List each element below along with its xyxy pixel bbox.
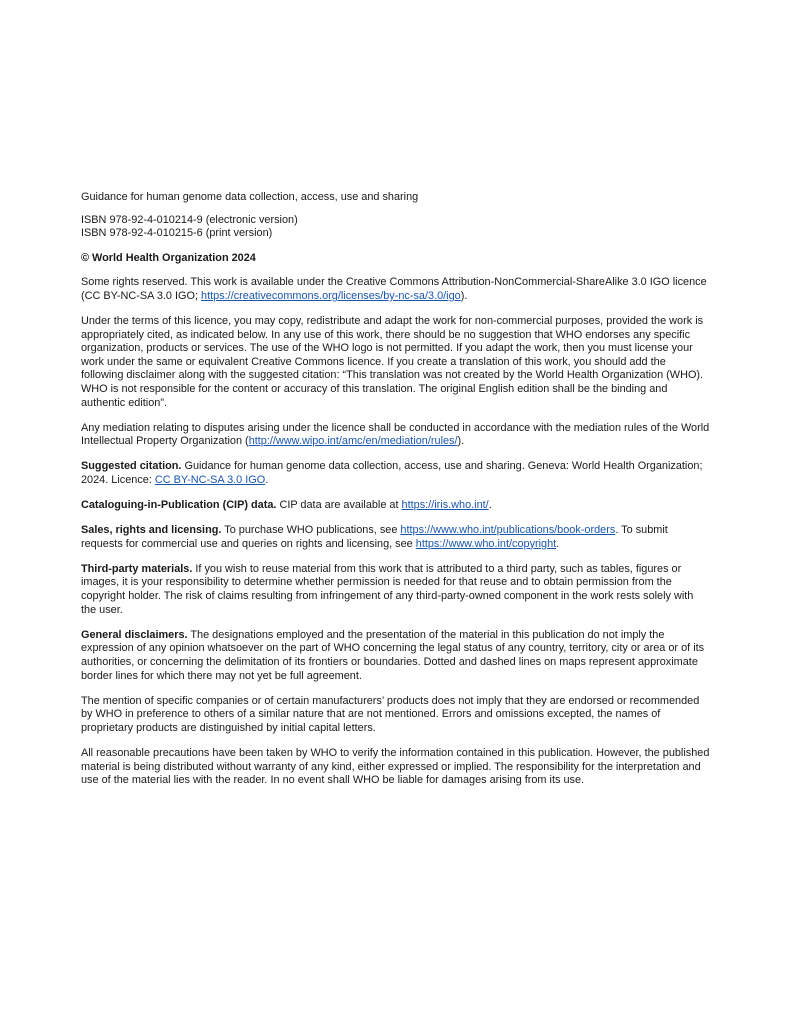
citation-lead: Suggested citation. xyxy=(81,460,182,473)
isbn-block xyxy=(81,214,711,241)
mediation-text: Any mediation relating to disputes arising under the licence shall be conducted in accordance with the mediation rules of the World Intellectual Property Organization ( xyxy=(81,421,710,448)
sales-lead: Sales, rights and licensing. xyxy=(81,524,222,537)
document-title: Guidance for human genome data collection, access, use and sharing xyxy=(81,191,419,203)
isbn-electronic: ISBN 978-92-4-010214-9 (electronic version) xyxy=(81,213,298,226)
sales-end: . xyxy=(556,537,560,550)
sales-paragraph xyxy=(81,524,711,551)
third-party-paragraph xyxy=(81,563,711,617)
mediation-end: ). xyxy=(457,435,465,448)
cip-paragraph xyxy=(81,499,711,513)
citation-paragraph xyxy=(81,460,711,487)
precautions-paragraph: All reasonable precautions have been taken by WHO to verify the information contained in this publication. However, the published material is being distributed without warranty of any kind, either expressed or implied. The responsibility for the interpretation and use of the material lies with the reader. In no event shall WHO be liable for damages arising from its use. xyxy=(81,746,710,787)
sales-text: To purchase WHO publications, see xyxy=(221,524,401,537)
cip-text: CIP data are available at xyxy=(276,499,402,512)
third-party-lead: Third-party materials. xyxy=(81,562,193,575)
iris-link[interactable]: https://iris.who.int/ xyxy=(401,499,489,512)
copyright-link[interactable]: https://www.who.int/copyright xyxy=(415,537,557,550)
isbn-print: ISBN 978-92-4-010215-6 (print version) xyxy=(81,227,273,240)
licence-link[interactable]: CC BY-NC-SA 3.0 IGO xyxy=(154,474,266,486)
rights-paragraph xyxy=(81,276,711,303)
licence-terms-paragraph: Under the terms of this licence, you may copy, redistribute and adapt the work for non-commercial purposes, provided the work is appropriately cited, as indicated below. In any use of this work, there should be no suggestion that WHO endorses any specific organization, products or services. The use of the WHO logo is not permitted. If you adapt the work, then you must license your work under the same or equivalent Creative Commons licence. If you create a translation of this work, you should add the following disclaimer along with the suggested citation: “This translation was not created by the World Health Organization (WHO). WHO is not responsible for the content or accuracy of this translation. The original English edition shall be the binding and authentic edition”. xyxy=(81,315,704,409)
disclaimers-text: The designations employed and the presentation of the material in this publication do not imply the expression of any opinion whatsoever on the part of WHO concerning the legal status of any country, territory, city or area or of its authorities, or concerning the delimitation of its frontiers or boundaries. Dotted and dashed lines on maps represent approximate border lines for which there may not yet be full agreement. xyxy=(81,628,705,682)
cip-lead: Cataloguing-in-Publication (CIP) data. xyxy=(81,499,277,512)
third-party-text: If you wish to reuse material from this work that is attributed to a third party, such as tables, figures or images, it is your responsibility to determine whether permission is needed for that reuse and to obtain permission from the copyright holder. The risk of claims resulting from infringement of any third-party-owned component in the work rests solely with the user. xyxy=(81,562,694,616)
citation-text: Guidance for human genome data collection, access, use and sharing. Geneva: World Health Organization; 2024. Licence: xyxy=(81,460,703,486)
mediation-paragraph xyxy=(81,422,711,449)
book-orders-link[interactable]: https://www.who.int/publications/book-orders xyxy=(400,524,616,537)
rights-end: ). xyxy=(460,289,468,302)
copyright-page xyxy=(81,191,711,799)
disclaimers-paragraph xyxy=(81,629,711,683)
cip-end: . xyxy=(488,499,492,512)
companies-paragraph: The mention of specific companies or of certain manufacturers’ products does not imply that they are endorsed or recommended by WHO in preference to others of a similar nature that are not mentioned. Errors and omissions excepted, the names of proprietary products are distinguished by initial capital letters. xyxy=(81,694,700,734)
creative-commons-link[interactable]: https://creativecommons.org/licenses/by-nc-sa/3.0/igo xyxy=(201,289,461,302)
disclaimers-lead: General disclaimers. xyxy=(81,628,188,641)
citation-end: . xyxy=(265,474,269,486)
wipo-mediation-link[interactable]: http://www.wipo.int/amc/en/mediation/rules/ xyxy=(248,435,458,448)
rights-text: Some rights reserved. This work is available under the Creative Commons Attribution-NonCommercial-ShareAlike 3.0 IGO licence (CC BY-NC-SA 3.0 IGO; xyxy=(81,276,707,302)
sales-mid: . To submit requests for commercial use and queries on rights and licensing, see xyxy=(81,524,668,550)
copyright-notice: © World Health Organization 2024 xyxy=(81,251,256,264)
